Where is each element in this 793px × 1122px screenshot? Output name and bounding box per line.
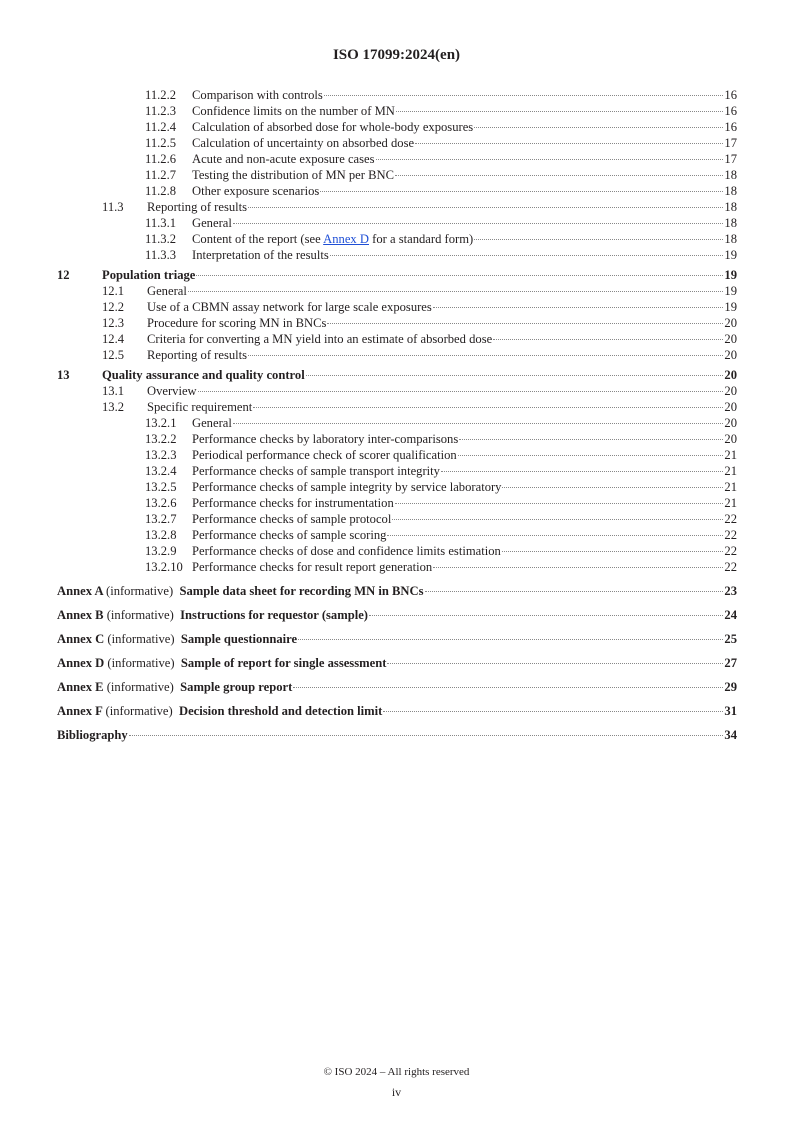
toc-page-number: 16: [724, 104, 737, 118]
toc-entry-number: 12: [57, 268, 70, 282]
toc-entry[interactable]: [57, 135, 737, 151]
toc-entry-number: 13: [57, 368, 70, 382]
toc-entry-number: 12.5: [102, 348, 125, 362]
toc-entry-title[interactable]: [192, 119, 473, 135]
toc-entry-text: Content of the report (see: [192, 232, 324, 246]
dot-leader: [376, 159, 724, 160]
dot-leader: [433, 307, 724, 308]
toc-page-number: 25: [724, 632, 737, 646]
toc-entry-text: Population triage: [102, 268, 196, 282]
toc-entry[interactable]: [57, 267, 737, 283]
dot-leader: [248, 207, 723, 208]
dot-leader: [433, 567, 723, 568]
toc-entry-number: 13.2.7: [145, 512, 177, 526]
toc-entry-title[interactable]: [192, 103, 395, 119]
dot-leader: [198, 391, 724, 392]
toc-entry[interactable]: [57, 247, 737, 263]
toc-page-number: 20: [724, 348, 737, 362]
toc-entry-number: 13.2.2: [145, 432, 177, 446]
dot-leader: [253, 407, 723, 408]
toc-entry-text: Periodical performance check of scorer qualification: [192, 448, 457, 462]
toc-entry-title[interactable]: [57, 603, 368, 627]
toc-entry-text: Procedure for scoring MN in BNCs: [147, 316, 327, 330]
toc-page-number: 20: [724, 416, 737, 430]
toc-page-number: 34: [724, 728, 737, 742]
dot-leader: [441, 471, 723, 472]
toc-page-number: 19: [724, 284, 737, 298]
dot-leader: [493, 339, 723, 340]
toc-entry-number: 11.2.3: [145, 104, 177, 118]
toc-page-number: 21: [724, 464, 737, 478]
toc-entry[interactable]: [57, 699, 737, 723]
annex-title: Sample of report for single assessment: [180, 656, 387, 670]
toc-entry[interactable]: [57, 495, 737, 511]
toc-entry[interactable]: [57, 463, 737, 479]
annex-title: Bibliography: [57, 728, 128, 742]
toc-entry-number: 13.2.9: [145, 544, 177, 558]
toc-page-number: 24: [724, 608, 737, 622]
toc-entry[interactable]: [57, 559, 737, 575]
toc-entry[interactable]: [57, 367, 737, 383]
toc-entry-text: General: [192, 216, 232, 230]
toc-entry[interactable]: [57, 167, 737, 183]
toc-entry-title[interactable]: [147, 399, 252, 415]
dot-leader: [320, 191, 723, 192]
annex-label: Annex A: [57, 584, 103, 598]
dot-leader: [502, 551, 724, 552]
annex-label: Annex E: [57, 680, 104, 694]
toc-page-number: 19: [724, 248, 737, 262]
dot-leader: [248, 355, 723, 356]
dot-leader: [387, 535, 723, 536]
table-of-contents: [57, 87, 737, 747]
toc-entry-text: Comparison with controls: [192, 88, 323, 102]
toc-entry[interactable]: [57, 543, 737, 559]
toc-entry-title[interactable]: [57, 627, 297, 651]
toc-page-number: 20: [724, 432, 737, 446]
annex-informative-note: (informative): [106, 608, 174, 622]
toc-entry-text: Confidence limits on the number of MN: [192, 104, 395, 118]
dot-leader: [188, 291, 724, 292]
toc-entry-number: 11.2.4: [145, 120, 177, 134]
dot-leader: [293, 687, 723, 688]
toc-entry-number: 13.2.10: [145, 560, 183, 574]
toc-entry[interactable]: [57, 87, 737, 103]
toc-page-number: 22: [724, 544, 737, 558]
toc-entry[interactable]: [57, 675, 737, 699]
toc-entry-text: Acute and non-acute exposure cases: [192, 152, 375, 166]
toc-entry-title[interactable]: [192, 559, 432, 575]
toc-entry-number: 13.2.8: [145, 528, 177, 542]
toc-page-number: 18: [724, 200, 737, 214]
dot-leader: [129, 735, 724, 736]
toc-page-number: 27: [724, 656, 737, 670]
toc-entry-title[interactable]: [192, 135, 414, 151]
toc-entry[interactable]: [57, 299, 737, 315]
toc-entry-text: Use of a CBMN assay network for large scale exposures: [147, 300, 432, 314]
toc-page-number: 20: [724, 384, 737, 398]
toc-entry[interactable]: [57, 511, 737, 527]
toc-entry[interactable]: [57, 151, 737, 167]
dot-leader: [502, 487, 723, 488]
toc-page-number: 18: [724, 168, 737, 182]
toc-entry[interactable]: [57, 479, 737, 495]
toc-entry-title[interactable]: [147, 383, 197, 399]
dot-leader: [369, 615, 723, 616]
toc-entry-title[interactable]: [192, 447, 457, 463]
toc-entry-text: Reporting of results: [147, 200, 248, 214]
toc-entry-title[interactable]: [192, 151, 375, 167]
toc-entry[interactable]: [57, 431, 737, 447]
toc-entry[interactable]: [57, 103, 737, 119]
toc-entry-number: 13.2.6: [145, 496, 177, 510]
toc-entry[interactable]: [57, 183, 737, 199]
toc-entry-title[interactable]: [57, 699, 382, 723]
toc-entry-text: Interpretation of the results: [192, 248, 329, 262]
annex-label: Annex D: [57, 656, 105, 670]
annex-title: Sample questionnaire: [180, 632, 298, 646]
toc-entry-number: 11.2.5: [145, 136, 177, 150]
toc-entry[interactable]: [57, 415, 737, 431]
toc-entry-text: Performance checks of sample scoring: [192, 528, 387, 542]
annex-label: Annex B: [57, 608, 104, 622]
toc-entry-title[interactable]: [192, 463, 440, 479]
toc-entry-title[interactable]: [192, 247, 329, 263]
toc-entry-title[interactable]: [57, 723, 128, 747]
toc-entry-number: 13.2.4: [145, 464, 177, 478]
toc-page-number: 22: [724, 528, 737, 542]
dot-leader: [458, 455, 724, 456]
annex-title: Instructions for requestor (sample): [180, 608, 368, 622]
dot-leader: [327, 323, 723, 324]
toc-entry-title[interactable]: [147, 283, 187, 299]
toc-entry-text: Criteria for converting a MN yield into an estimate of absorbed dose: [147, 332, 493, 346]
toc-entry[interactable]: [57, 283, 737, 299]
toc-entry-text: Performance checks by laboratory inter-comparisons: [192, 432, 459, 446]
toc-page-number: 18: [724, 232, 737, 246]
toc-entry[interactable]: [57, 383, 737, 399]
toc-page-number: 23: [724, 584, 737, 598]
copyright-footer: © ISO 2024 – All rights reserved: [323, 1066, 470, 1078]
toc-entry-title[interactable]: [192, 479, 501, 495]
toc-entry-title[interactable]: [192, 527, 386, 543]
annex-title: Sample group report: [180, 680, 293, 694]
toc-entry-text: Performance checks of sample integrity by service laboratory: [192, 480, 502, 494]
toc-entry-text: Performance checks of sample protocol: [192, 512, 392, 526]
annex-informative-note: (informative): [107, 632, 175, 646]
dot-leader: [298, 639, 723, 640]
toc-entry-number: 13.2.5: [145, 480, 177, 494]
toc-entry-text: Specific requirement: [147, 400, 253, 414]
toc-entry-title[interactable]: [192, 431, 458, 447]
toc-page-number: 21: [724, 480, 737, 494]
toc-entry[interactable]: [57, 527, 737, 543]
toc-entry-title[interactable]: [192, 183, 319, 199]
toc-entry-text: Testing the distribution of MN per BNC: [192, 168, 395, 182]
dot-leader: [396, 111, 724, 112]
dot-leader: [459, 439, 723, 440]
toc-entry-title[interactable]: [147, 199, 247, 215]
toc-entry-text: Calculation of absorbed dose for whole-body exposures: [192, 120, 474, 134]
toc-page-number: 20: [724, 368, 737, 382]
toc-entry-text: Performance checks of dose and confidence limits estimation: [192, 544, 501, 558]
dot-leader: [196, 275, 723, 276]
toc-page-number: 29: [724, 680, 737, 694]
toc-entry-text: Overview: [147, 384, 197, 398]
toc-entry-number: 11.3.2: [145, 232, 177, 246]
toc-entry-text-after: for a standard form): [368, 232, 474, 246]
toc-entry-title[interactable]: [147, 299, 432, 315]
annex-d-link[interactable]: Annex D: [323, 232, 369, 246]
toc-entry-number: 13.2: [102, 400, 125, 414]
toc-entry-number: 13.2.1: [145, 416, 177, 430]
annex-informative-note: (informative): [105, 704, 173, 718]
toc-entry-number: 12.2: [102, 300, 125, 314]
toc-entry-title[interactable]: [57, 651, 386, 675]
toc-entry-title[interactable]: [192, 167, 394, 183]
toc-entry-text: Performance checks for result report generation: [192, 560, 433, 574]
toc-entry[interactable]: [57, 199, 737, 215]
toc-entry[interactable]: [57, 119, 737, 135]
dot-leader: [387, 663, 723, 664]
toc-entry-title[interactable]: [147, 347, 247, 363]
toc-entry-title[interactable]: [192, 543, 501, 559]
dot-leader: [324, 95, 724, 96]
toc-page-number: 22: [724, 560, 737, 574]
toc-page-number: 21: [724, 496, 737, 510]
dot-leader: [395, 503, 724, 504]
dot-leader: [474, 127, 723, 128]
toc-page-number: 18: [724, 184, 737, 198]
toc-entry-text: Quality assurance and quality control: [102, 368, 305, 382]
toc-entry-text: Other exposure scenarios: [192, 184, 320, 198]
toc-entry-title[interactable]: [192, 415, 232, 431]
toc-page-number: 17: [724, 152, 737, 166]
annex-title: Sample data sheet for recording MN in BNCs: [179, 584, 424, 598]
dot-leader: [395, 175, 723, 176]
toc-entry-number: 12.4: [102, 332, 125, 346]
annex-title: Decision threshold and detection limit: [178, 704, 383, 718]
dot-leader: [383, 711, 723, 712]
page-number: iv: [391, 1085, 402, 1099]
toc-entry-number: 11.3.3: [145, 248, 177, 262]
toc-page-number: 16: [724, 120, 737, 134]
toc-page-number: 22: [724, 512, 737, 526]
toc-page-number: 18: [724, 216, 737, 230]
toc-entry[interactable]: [57, 215, 737, 231]
toc-entry-title[interactable]: [192, 215, 232, 231]
toc-entry-title[interactable]: [192, 87, 323, 103]
toc-entry-title[interactable]: [192, 511, 391, 527]
annex-label: Annex F: [57, 704, 103, 718]
toc-entry-text: Performance checks for instrumentation: [192, 496, 394, 510]
dot-leader: [233, 223, 724, 224]
toc-entry-number: 11.2.6: [145, 152, 177, 166]
toc-page-number: 17: [724, 136, 737, 150]
toc-entry[interactable]: [57, 231, 737, 247]
toc-entry[interactable]: [57, 627, 737, 651]
toc-entry-title[interactable]: [57, 579, 424, 603]
toc-entry-text: Performance checks of sample transport integrity: [192, 464, 440, 478]
toc-entry-number: 11.2.8: [145, 184, 177, 198]
dot-leader: [474, 239, 723, 240]
toc-entry[interactable]: [57, 399, 737, 415]
toc-entry[interactable]: [57, 651, 737, 675]
toc-page-number: 19: [724, 300, 737, 314]
toc-page-number: 31: [724, 704, 737, 718]
toc-entry-text: General: [192, 416, 232, 430]
toc-entry-text: General: [147, 284, 187, 298]
toc-page-number: 20: [724, 400, 737, 414]
toc-page-number: 20: [724, 332, 737, 346]
dot-leader: [233, 423, 724, 424]
toc-page-number: 20: [724, 316, 737, 330]
toc-entry[interactable]: [57, 723, 737, 747]
toc-entry-number: 11.2.2: [145, 88, 177, 102]
dot-leader: [415, 143, 723, 144]
toc-entry-text: Reporting of results: [147, 348, 248, 362]
toc-entry[interactable]: [57, 347, 737, 363]
dot-leader: [306, 375, 724, 376]
document-header: ISO 17099:2024(en): [332, 47, 461, 63]
toc-entry-title[interactable]: [192, 495, 394, 511]
annex-informative-note: (informative): [107, 656, 175, 670]
toc-entry[interactable]: [57, 603, 737, 627]
toc-entry-number: 11.3.1: [145, 216, 177, 230]
toc-entry-title[interactable]: [102, 367, 305, 383]
toc-entry-number: 13.1: [102, 384, 125, 398]
annex-label: Annex C: [57, 632, 105, 646]
toc-entry-number: 12.3: [102, 316, 125, 330]
annex-informative-note: (informative): [106, 680, 174, 694]
dot-leader: [392, 519, 723, 520]
toc-entry-number: 11.3: [102, 200, 124, 214]
dot-leader: [330, 255, 724, 256]
toc-entry-number: 13.2.3: [145, 448, 177, 462]
toc-page-number: 16: [724, 88, 737, 102]
toc-entry-title[interactable]: [102, 267, 195, 283]
annex-informative-note: (informative): [106, 584, 174, 598]
toc-page-number: 21: [724, 448, 737, 462]
toc-entry-number: 11.2.7: [145, 168, 177, 182]
toc-entry[interactable]: [57, 315, 737, 331]
toc-entry[interactable]: [57, 579, 737, 603]
toc-page-number: 19: [724, 268, 737, 282]
toc-entry[interactable]: [57, 331, 737, 347]
toc-entry[interactable]: [57, 447, 737, 463]
toc-entry-title[interactable]: [192, 231, 473, 247]
toc-entry-text: Calculation of uncertainty on absorbed dose: [192, 136, 415, 150]
dot-leader: [425, 591, 724, 592]
toc-entry-number: 12.1: [102, 284, 125, 298]
toc-entry-title[interactable]: [147, 331, 492, 347]
toc-entry-title[interactable]: [57, 675, 292, 699]
toc-entry-title[interactable]: [147, 315, 326, 331]
